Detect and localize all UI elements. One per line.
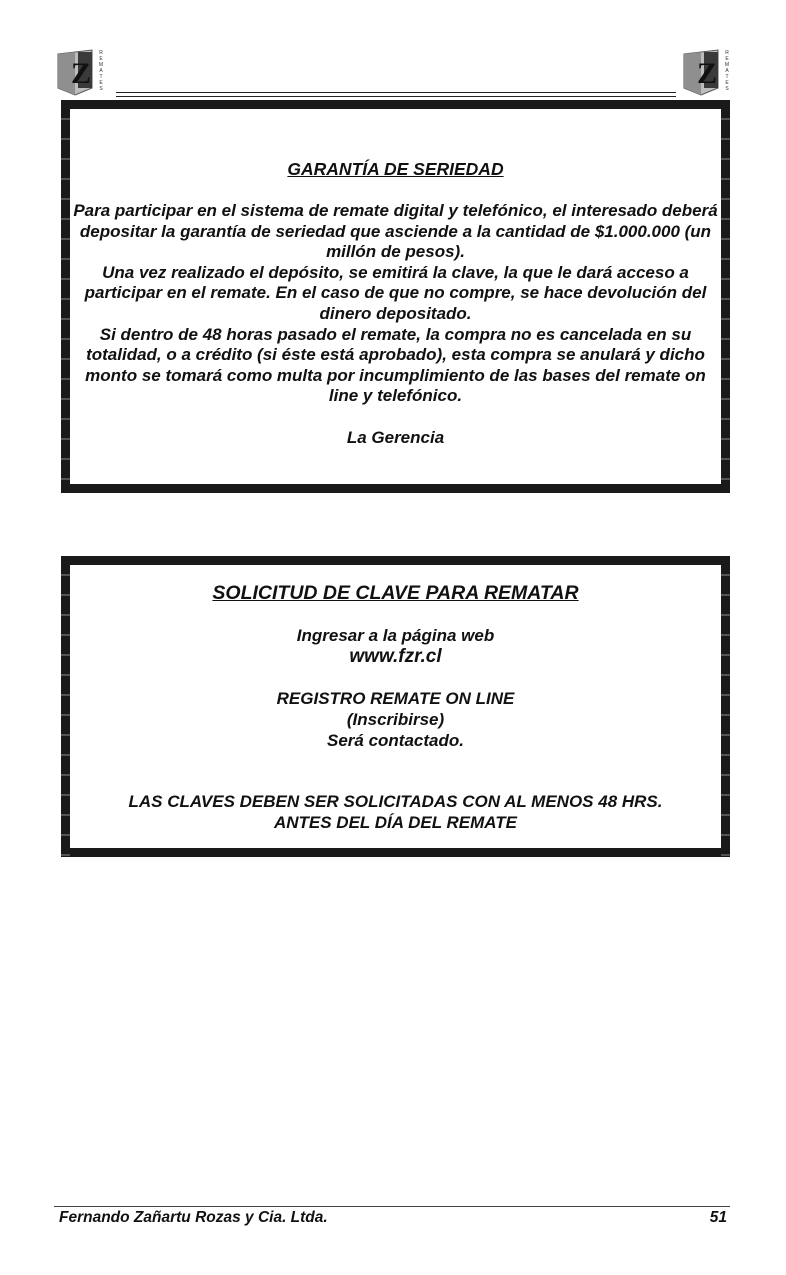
guarantee-title: GARANTÍA DE SERIEDAD	[287, 159, 504, 179]
header-divider	[116, 92, 676, 97]
footer-divider	[54, 1206, 730, 1207]
logo-side-text: REMATES	[724, 50, 730, 92]
page-number: 51	[709, 1209, 727, 1226]
guarantee-paragraph: Para participar en el sistema de remate digital y telefónico, el interesado deberá depositar la garantía de seriedad que asciende a la cantidad de $1.000.000 (un millón de pesos).	[73, 201, 718, 262]
company-logo-left	[54, 48, 110, 98]
footer-company: Fernando Zañartu Rozas y Cia. Ltda.	[59, 1209, 328, 1226]
logo-letter: Z	[697, 57, 718, 90]
z-logo-icon	[54, 48, 96, 96]
contact-text: Será contactado.	[327, 731, 464, 750]
guarantee-paragraph: Si dentro de 48 horas pasado el remate, la compra no es cancelada en su totalidad, o a crédito (si éste está aprobado), esta compra se anulará y dicho monto se tomará como multa por incumplimiento de las bases del remate on line y telefónico.	[85, 324, 706, 406]
register-sub: (Inscribirse)	[346, 710, 445, 729]
company-logo-right	[680, 48, 736, 98]
z-logo-icon	[680, 48, 722, 96]
notice-line: LAS CLAVES DEBEN SER SOLICITADAS CON AL MENOS 48 HRS.	[128, 792, 663, 811]
web-label: Ingresar a la página web	[296, 626, 495, 645]
logo-side-text: REMATES	[98, 50, 104, 92]
logo-letter: Z	[71, 57, 92, 90]
guarantee-box	[61, 100, 730, 493]
password-request-box	[61, 556, 730, 857]
register-label: REGISTRO REMATE ON LINE	[276, 689, 515, 708]
notice-line: ANTES DEL DÍA DEL REMATE	[273, 813, 518, 832]
request-title: SOLICITUD DE CLAVE PARA REMATAR	[212, 582, 579, 604]
guarantee-signature: La Gerencia	[346, 427, 445, 447]
web-url-link[interactable]: www.fzr.cl	[349, 646, 442, 667]
guarantee-paragraph: Una vez realizado el depósito, se emitirá la clave, la que le dará acceso a participar en el remate. En el caso de que no compre, se hace devolución del dinero depositado.	[84, 262, 707, 323]
